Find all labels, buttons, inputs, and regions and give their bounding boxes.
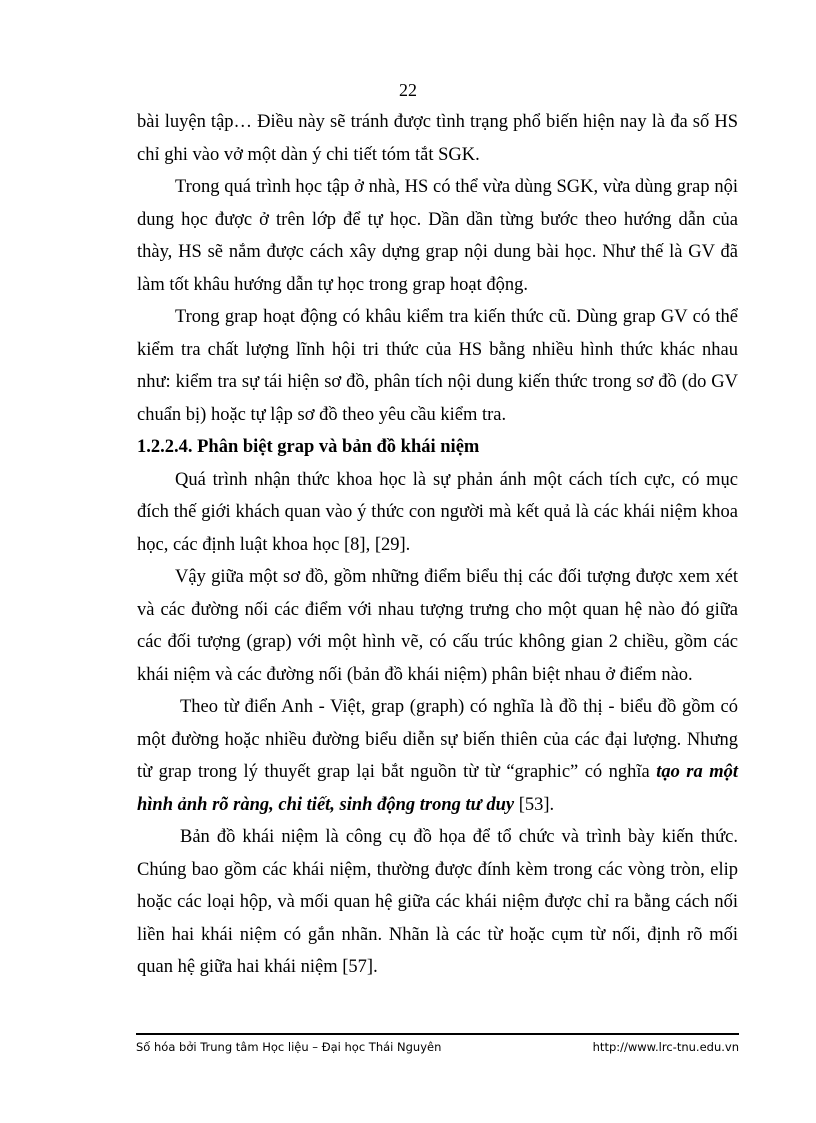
dictionary-text-after: [53]. <box>514 794 555 815</box>
paragraph-concept-map: Bản đồ khái niệm là công cụ đồ họa để tổ chức và trình bày kiến thức. Chúng bao gồm các khái niệm, thường được đính kèm trong các vòng tròn, elip hoặc các loại hộp, và mối quan hệ giữa các khái niệm được chỉ ra bằng cách nối liền hai khái niệm có gắn nhãn. Nhãn là các từ hoặc cụm từ nối, định rõ mối quan hệ giữa hai khái niệm [57]. <box>137 827 738 977</box>
dictionary-emphasis: tạo ra một hình ảnh rõ ràng, chi tiết, sinh động trong tư duy <box>137 762 738 815</box>
paragraph-continuation: bài luyện tập… Điều này sẽ tránh được tình trạng phổ biến hiện nay là đa số HS chỉ ghi vào vở một dàn ý chi tiết tóm tắt SGK. <box>137 112 738 165</box>
footer-source: Số hóa bởi Trung tâm Học liệu – Đại học Thái Nguyên <box>136 1040 442 1054</box>
paragraph-self-study: Trong quá trình học tập ở nhà, HS có thể vừa dùng SGK, vừa dùng grap nội dung học được ở trên lớp để tự học. Dần dần từng bước theo hướng dẫn của thày, HS sẽ nắm được cách xây dựng grap nội dung bài học. Như thế là GV đã làm tốt khâu hướng dẫn tự học trong grap hoạt động. <box>137 177 738 295</box>
section-heading: 1.2.2.4. Phân biệt grap và bản đồ khái niệm <box>137 437 480 457</box>
footer-divider <box>136 1033 739 1035</box>
paragraph-comparison: Vậy giữa một sơ đồ, gồm những điểm biểu thị các đối tượng được xem xét và các đường nối các điểm với nhau tượng trưng cho một quan hệ nào đó giữa các đối tượng (grap) với một hình vẽ, có cấu trúc không gian 2 chiều, gồm các khái niệm và các đường nối (bản đồ khái niệm) phân biệt nhau ở điểm nào. <box>137 567 738 685</box>
page-number: 22 <box>399 80 417 100</box>
paragraph-cognition: Quá trình nhận thức khoa học là sự phản ánh một cách tích cực, có mục đích thế giới khách quan vào ý thức con người mà kết quả là các khái niệm khoa học, các định luật khoa học [8], [29]. <box>137 469 738 555</box>
dictionary-text-before: Theo từ điển Anh - Việt, grap (graph) có nghĩa là đồ thị - biểu đồ gồm có một đường hoặc nhiều đường biểu diễn sự biến thiên của các đại lượng. Nhưng từ grap trong lý thuyết grap lại bắt nguồn từ từ “graphic” có nghĩa <box>137 697 738 782</box>
paragraph-dictionary <box>137 691 738 821</box>
document-body <box>137 106 738 984</box>
footer-url: http://www.lrc-tnu.edu.vn <box>592 1040 739 1054</box>
paragraph-assessment: Trong grap hoạt động có khâu kiểm tra kiến thức cũ. Dùng grap GV có thể kiểm tra chất lượng lĩnh hội tri thức của HS bằng nhiều hình thức khác nhau như: kiểm tra sự tái hiện sơ đồ, phân tích nội dung kiến thức trong sơ đồ (do GV chuẩn bị) hoặc tự lập sơ đồ theo yêu cầu kiểm tra. <box>137 307 738 425</box>
